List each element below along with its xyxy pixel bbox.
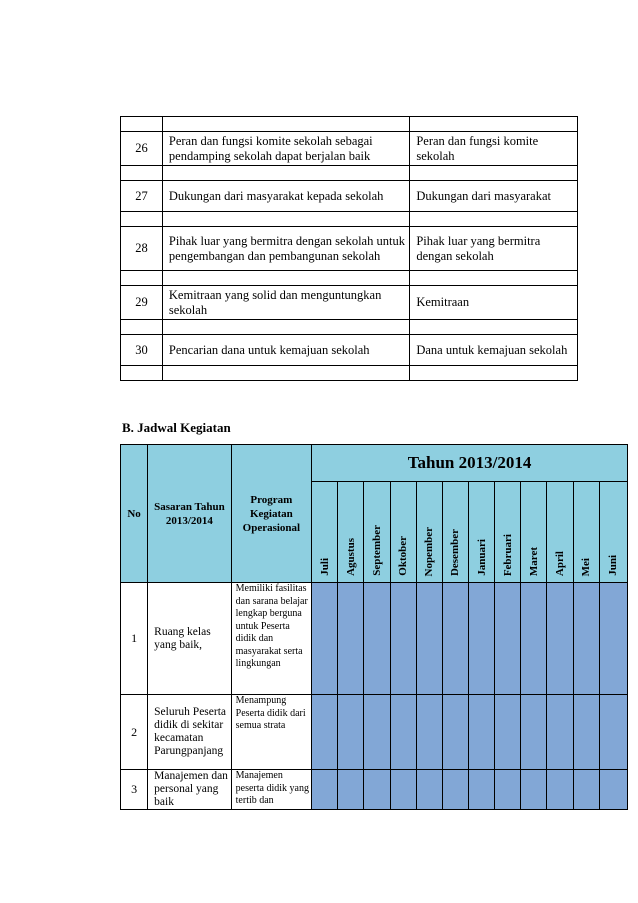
schedule-cell	[390, 770, 416, 810]
schedule-cell	[416, 695, 442, 770]
month-label: April	[553, 550, 566, 576]
row-indicator: Peran dan fungsi komite sekolah	[410, 132, 578, 166]
row-activity: Pihak luar yang bermitra dengan sekolah untuk pengembangan dan pembangunan sekolah	[162, 227, 409, 271]
schedule-row-number: 3	[121, 770, 148, 810]
schedule-cell	[390, 583, 416, 695]
schedule-row	[121, 695, 628, 770]
schedule-cell	[468, 695, 494, 770]
schedule-cell	[364, 770, 390, 810]
schedule-cell	[364, 695, 390, 770]
schedule-row-sasaran: Seluruh Peserta didik di sekitar kecamatan Parungpanjang	[148, 695, 231, 770]
table-row	[121, 132, 578, 166]
schedule-row-program: Memiliki fasilitas dan sarana belajar lengkap berguna untuk Peserta didik dan masyarakat serta lingkungan	[231, 583, 311, 695]
table-row	[121, 335, 578, 366]
month-header	[312, 482, 338, 583]
schedule-cell	[312, 770, 338, 810]
month-header	[390, 482, 416, 583]
schedule-cell	[416, 583, 442, 695]
schedule-cell	[364, 583, 390, 695]
schedule-row-number: 2	[121, 695, 148, 770]
schedule-cell	[521, 770, 547, 810]
schedule-cell	[495, 770, 521, 810]
spacer-row	[121, 366, 578, 381]
schedule-cell	[547, 770, 573, 810]
row-number: 27	[121, 181, 163, 212]
month-label: Februari	[501, 533, 514, 576]
schedule-cell	[416, 770, 442, 810]
row-activity: Kemitraan yang solid dan menguntungkan sekolah	[162, 286, 409, 320]
schedule-row-sasaran: Manajemen dan personal yang baik	[148, 770, 231, 810]
month-label: Januari	[475, 539, 488, 576]
month-header	[468, 482, 494, 583]
spacer-row	[121, 271, 578, 286]
header-program: Program Kegiatan Operasional	[231, 445, 311, 583]
schedule-row-number: 1	[121, 583, 148, 695]
schedule-cell	[573, 770, 599, 810]
month-label: Juli	[318, 558, 331, 576]
row-indicator: Dana untuk kemajuan sekolah	[410, 335, 578, 366]
month-label: Nopember	[423, 526, 436, 576]
month-header	[573, 482, 599, 583]
schedule-cell	[547, 583, 573, 695]
month-label: Mei	[580, 557, 593, 576]
schedule-row-sasaran: Ruang kelas yang baik,	[148, 583, 231, 695]
row-number: 26	[121, 132, 163, 166]
month-header	[547, 482, 573, 583]
schedule-row-program: Menampung Peserta didik dari semua strata	[231, 695, 311, 770]
table-row	[121, 286, 578, 320]
schedule-cell	[390, 695, 416, 770]
schedule-row-program: Manajemen peserta didik yang tertib dan	[231, 770, 311, 810]
month-header	[364, 482, 390, 583]
month-label: Agustus	[344, 538, 357, 576]
schedule-cell	[338, 695, 364, 770]
schedule-cell	[521, 695, 547, 770]
schedule-cell	[442, 695, 468, 770]
month-label: Oktober	[397, 536, 410, 576]
schedule-cell	[312, 695, 338, 770]
schedule-table	[120, 444, 628, 810]
table-row	[121, 227, 578, 271]
schedule-row	[121, 583, 628, 695]
month-label: Juni	[607, 555, 620, 576]
row-activity: Pencarian dana untuk kemajuan sekolah	[162, 335, 409, 366]
spacer-row	[121, 117, 578, 132]
activity-table	[120, 116, 578, 381]
row-indicator: Dukungan dari masyarakat	[410, 181, 578, 212]
month-header	[521, 482, 547, 583]
row-indicator: Pihak luar yang bermitra dengan sekolah	[410, 227, 578, 271]
header-sasaran: Sasaran Tahun 2013/2014	[148, 445, 231, 583]
schedule-cell	[468, 583, 494, 695]
schedule-cell	[573, 695, 599, 770]
month-header	[495, 482, 521, 583]
table-row	[121, 181, 578, 212]
row-number: 28	[121, 227, 163, 271]
schedule-cell	[573, 583, 599, 695]
spacer-row	[121, 166, 578, 181]
row-activity: Peran dan fungsi komite sekolah sebagai pendamping sekolah dapat berjalan baik	[162, 132, 409, 166]
schedule-cell	[599, 695, 627, 770]
spacer-row	[121, 320, 578, 335]
month-label: Desember	[449, 528, 462, 576]
row-activity: Dukungan dari masyarakat kepada sekolah	[162, 181, 409, 212]
month-header	[442, 482, 468, 583]
schedule-row	[121, 770, 628, 810]
schedule-cell	[312, 583, 338, 695]
row-number: 30	[121, 335, 163, 366]
schedule-cell	[338, 583, 364, 695]
schedule-cell	[599, 583, 627, 695]
spacer-row	[121, 212, 578, 227]
schedule-cell	[547, 695, 573, 770]
schedule-cell	[495, 583, 521, 695]
row-indicator: Kemitraan	[410, 286, 578, 320]
month-header	[416, 482, 442, 583]
schedule-cell	[521, 583, 547, 695]
schedule-cell	[468, 770, 494, 810]
month-header	[338, 482, 364, 583]
schedule-cell	[599, 770, 627, 810]
schedule-cell	[495, 695, 521, 770]
month-label: Maret	[527, 546, 540, 576]
schedule-cell	[442, 583, 468, 695]
section-heading: B. Jadwal Kegiatan	[122, 420, 231, 435]
month-label: September	[370, 525, 383, 576]
schedule-cell	[442, 770, 468, 810]
row-number: 29	[121, 286, 163, 320]
header-year: Tahun 2013/2014	[312, 445, 628, 482]
header-no: No	[121, 445, 148, 583]
schedule-cell	[338, 770, 364, 810]
month-header	[599, 482, 627, 583]
